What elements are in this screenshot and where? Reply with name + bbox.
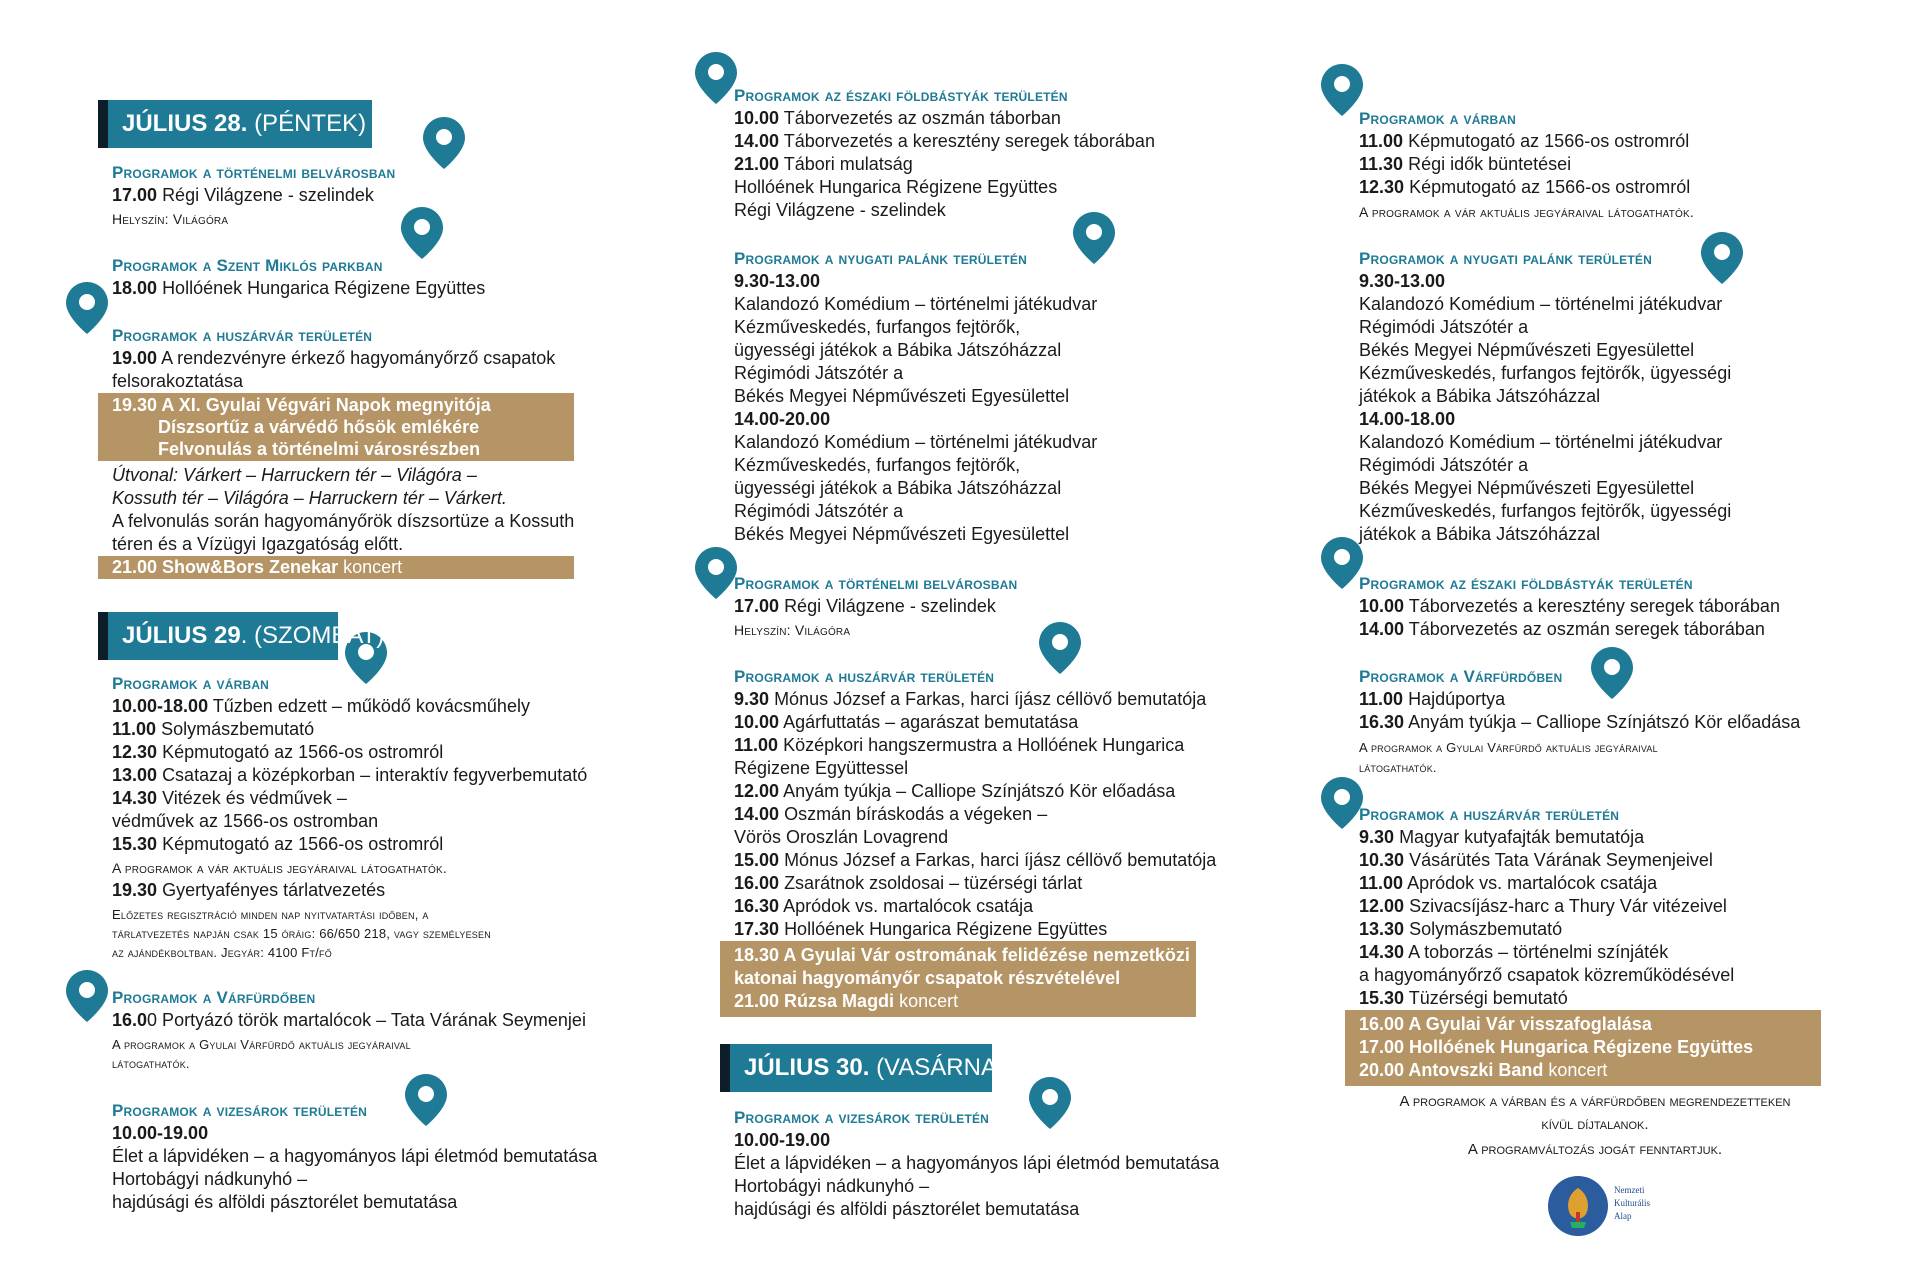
footer-note: A programváltozás jogát fenntartjuk. [1467,1141,1723,1158]
event-line: 12.00 Szivacsíjász-harc a Thury Vár vitézeivel [1359,896,1727,916]
event-line: 14.00-18.00 [1359,409,1456,429]
event-line: 19.30 Gyertyafényes tárlatvezetés [112,880,386,900]
event-line: 16.30 Anyám tyúkja – Calliope Színjátszó Kör előadása [1359,712,1801,732]
event-line: 11.00 Solymászbemutató [112,719,315,739]
logo-text: Kulturális [1614,1198,1650,1208]
column-1-lower [98,0,598,1280]
event-line-cont: védművek az 1566-os ostromban [112,811,379,831]
text-line: Élet a lápvidéken – a hagyományos lápi életmód bemutatása [112,1146,598,1166]
event-line: 14.00 Táborvezetés a keresztény seregek táborában [734,131,1155,151]
highlight-line: Díszsortűz a várvédő hősök emlékére [158,417,480,437]
event-line: 17.00 Régi Világzene - szelindek [112,185,374,205]
event-line: 10.00 Agárfuttatás – agarászat bemutatása [734,712,1079,732]
section-title: Programok az északi földbástyák területén [1359,574,1693,593]
section-title: Programok a nyugati palánk területén [1359,249,1652,268]
text-line: Hortobágyi nádkunyhó – [734,1176,930,1196]
text-line: hajdúsági és alföldi pásztorélet bemutatása [112,1192,458,1212]
event-line: 13.30 Solymászbemutató [1359,919,1563,939]
nka-logo [1548,1176,1728,1236]
text-line: Kalandozó Komédium – történelmi játékudvar [734,294,1098,314]
section-title: Programok a történelmi belvárosban [734,574,1018,593]
text-line: téren és a Vízügyi Igazgatóság előtt. [112,534,404,554]
text-line: Kézműveskedés, furfangos fejtörők, [734,455,1021,475]
text-line: Régimódi Játszótér a [734,501,904,521]
event-line: 10.00-19.00 [734,1130,831,1150]
price-note: látogathatók. [1359,760,1437,775]
route-line: Kossuth tér – Világóra – Harruckern tér – Várkert. [112,488,507,508]
section-title: Programok a vizesárok területén [734,1108,990,1127]
day-header-july-29: JÚLIUS 29. (SZOMBAT) [98,612,338,660]
section-title: Programok a várban [112,674,270,693]
event-line: 17.00 Régi Világzene - szelindek [734,596,996,616]
section-title: Programok a huszárvár területén [734,667,995,686]
event-line-cont: a hagyományőrző csapatok közreműködésével [1359,965,1735,985]
text-line: Kézműveskedés, furfangos fejtörők, ügyességi [1359,501,1732,521]
event-line: 15.30 Képmutogató az 1566-os ostromról [112,834,444,854]
text-line: Kézműveskedés, furfangos fejtörők, [734,317,1021,337]
section-title: Programok az északi földbástyák területén [734,86,1068,105]
column-3 [1345,0,1845,1280]
route-line: Útvonal: Várkert – Harruckern tér – Világóra – [112,465,477,485]
event-line-cont: Régizene Együttessel [734,758,909,778]
event-line: 13.00 Csatazaj a középkorban – interaktív fegyverbemutató [112,765,588,785]
event-line: 21.00 Tábori mulatság [734,154,913,174]
event-line: 11.00 Képmutogató az 1566-os ostromról [1359,131,1690,151]
event-line: 10.30 Vásárütés Tata Várának Seymenjeivel [1359,850,1713,870]
event-line: 12.00 Anyám tyúkja – Calliope Színjátszó Kör előadása [734,781,1176,801]
footer-note: kívül díjtalanok. [1541,1116,1649,1133]
event-line-cont: Vörös Oroszlán Lovagrend [734,827,949,847]
footer-note: A programok a várban és a várfürdőben megrendezetteken [1399,1093,1791,1110]
text-line: ügyességi játékok a Bábika Játszóházzal [734,340,1062,360]
text-line: ügyességi játékok a Bábika Játszóházzal [734,478,1062,498]
highlight-line: 21.00 Show&Bors Zenekar koncert [112,557,403,577]
event-line: 15.00 Mónus József a Farkas, harci íjász céllövő bemutatója [734,850,1217,870]
text-line: Békés Megyei Népművészeti Egyesülettel [1359,478,1695,498]
highlight-line: 20.00 Antovszki Band koncert [1359,1060,1608,1080]
text-line: Hortobágyi nádkunyhó – [112,1169,308,1189]
event-line: 14.00 Oszmán bíráskodás a végeken – [734,804,1048,824]
price-note: A programok a Gyulai Várfürdő aktuális jegyáraival [1359,740,1658,755]
event-line: 10.00 Táborvezetés az oszmán táborban [734,108,1061,128]
event-line: 16.00 Zsarátnok zsoldosai – tüzérségi tárlat [734,873,1083,893]
event-line: 12.30 Képmutogató az 1566-os ostromról [112,742,444,762]
highlight-line: katonai hagyományőr csapatok részvételével [734,968,1121,988]
text-line: Régimódi Játszótér a [734,363,904,383]
logo-emblem-icon [1548,1176,1608,1236]
event-line: 11.00 Hajdúportya [1359,689,1506,709]
event-line: 16.00 Portyázó török martalócok – Tata Várának Seymenjei [112,1010,586,1030]
registration-note: tárlatvezetés napján csak 15 óráig: 66/650 218, vagy személyesen [112,926,491,941]
price-note: látogathatók. [112,1056,190,1071]
logo-text: Alap [1614,1211,1632,1221]
column-2-lower [720,0,1220,1280]
event-line: 10.00 Táborvezetés a keresztény seregek táborában [1359,596,1780,616]
section-title: Programok a nyugati palánk területén [734,249,1027,268]
highlight-line: 18.30 A Gyulai Vár ostromának felidézése nemzetközi [734,945,1190,965]
text-line: Régimódi Játszótér a [1359,455,1529,475]
section-title: Programok a történelmi belvárosban [112,163,396,182]
section-title: Programok a Szent Miklós parkban [112,256,383,275]
event-line: 9.30 Magyar kutyafajták bemutatója [1359,827,1645,847]
event-line: 14.30 A toborzás – történelmi színjáték [1359,942,1669,962]
price-note: A programok a Gyulai Várfürdő aktuális jegyáraival [112,1037,411,1052]
price-note: A programok a vár aktuális jegyáraival látogathatók. [112,860,447,876]
text-line: Kalandozó Komédium – történelmi játékudvar [1359,294,1723,314]
text-line: Békés Megyei Népművészeti Egyesülettel [734,524,1070,544]
event-line: 17.30 Hollóének Hungarica Régizene Együttes [734,919,1108,939]
event-line: 12.30 Képmutogató az 1566-os ostromról [1359,177,1691,197]
text-line: Régimódi Játszótér a [1359,317,1529,337]
text-line: Békés Megyei Népművészeti Egyesülettel [734,386,1070,406]
text-line: játékok a Bábika Játszóházzal [1359,386,1601,406]
text-line: Kalandozó Komédium – történelmi játékudvar [1359,432,1723,452]
event-line: 10.00-19.00 [112,1123,209,1143]
venue-note: Helyszín: Világóra [734,622,851,638]
section-title: Programok a Várfürdőben [1359,667,1563,686]
highlight-line: 17.00 Hollóének Hungarica Régizene Együttes [1359,1037,1754,1057]
event-line: 16.30 Apródok vs. martalócok csatája [734,896,1034,916]
event-line: 11.00 Apródok vs. martalócok csatája [1359,873,1658,893]
event-line: 10.00-18.00 Tűzben edzett – működő kovácsműhely [112,696,530,716]
text-line: Kalandozó Komédium – történelmi játékudvar [734,432,1098,452]
event-line: 19.00 A rendezvényre érkező hagyományőrző csapatok [112,348,556,368]
event-line: 9.30-13.00 [734,271,821,291]
highlight-line: 16.00 A Gyulai Vár visszafoglalása [1359,1014,1652,1034]
section-title: Programok a vizesárok területén [112,1101,368,1120]
event-line: 14.00 Táborvezetés az oszmán seregek táborában [1359,619,1765,639]
event-line: 11.00 Középkori hangszermustra a Hollóének Hungarica [734,735,1185,755]
event-line: 11.30 Régi idők büntetései [1359,154,1572,174]
section-title: Programok a huszárvár területén [1359,805,1620,824]
text-line: Kézműveskedés, furfangos fejtörők, ügyességi [1359,363,1732,383]
highlight-reoccupation [1345,1010,1821,1086]
text-line: A felvonulás során hagyományőrök díszsortüze a Kossuth [112,511,575,531]
event-line: 14.30 Vitézek és védművek – [112,788,347,808]
section-title: Programok a várban [1359,109,1517,128]
text-line: játékok a Bábika Játszóházzal [1359,524,1601,544]
day-header-july-30: JÚLIUS 30. (VASÁRNAP) [720,1044,992,1092]
logo-text: Nemzeti [1614,1185,1645,1195]
event-line: 15.30 Tüzérségi bemutató [1359,988,1568,1008]
event-line-cont: felsorakoztatása [112,371,244,391]
registration-note: Előzetes regisztráció minden nap nyitvatartási időben, a [112,907,429,922]
text-line: Élet a lápvidéken – a hagyományos lápi életmód bemutatása [734,1153,1220,1173]
registration-note: az ajándékboltban. Jegyár: 4100 Ft/fő [112,945,332,960]
event-line: 14.00-20.00 [734,409,831,429]
highlight-line: 19.30 A XI. Gyulai Végvári Napok megnyitója [112,395,491,415]
text-line: Békés Megyei Népművészeti Egyesülettel [1359,340,1695,360]
event-line: 9.30-13.00 [1359,271,1446,291]
day-header-july-28: JÚLIUS 28. (PÉNTEK) [98,100,372,148]
section-title: Programok a huszárvár területén [112,326,373,345]
price-note: A programok a vár aktuális jegyáraival látogathatók. [1359,204,1694,220]
venue-note: Helyszín: Világóra [112,211,229,227]
text-line: Hollóének Hungarica Régizene Együttes [734,177,1058,197]
event-line: 9.30 Mónus József a Farkas, harci íjász céllövő bemutatója [734,689,1207,709]
text-line: hajdúsági és alföldi pásztorélet bemutatása [734,1199,1080,1219]
text-line: Régi Világzene - szelindek [734,200,946,220]
event-line: 18.00 Hollóének Hungarica Régizene Együttes [112,278,486,298]
highlight-line: 21.00 Rúzsa Magdi koncert [734,991,959,1011]
highlight-line: Felvonulás a történelmi városrészben [158,439,481,459]
section-title: Programok a Várfürdőben [112,988,316,1007]
